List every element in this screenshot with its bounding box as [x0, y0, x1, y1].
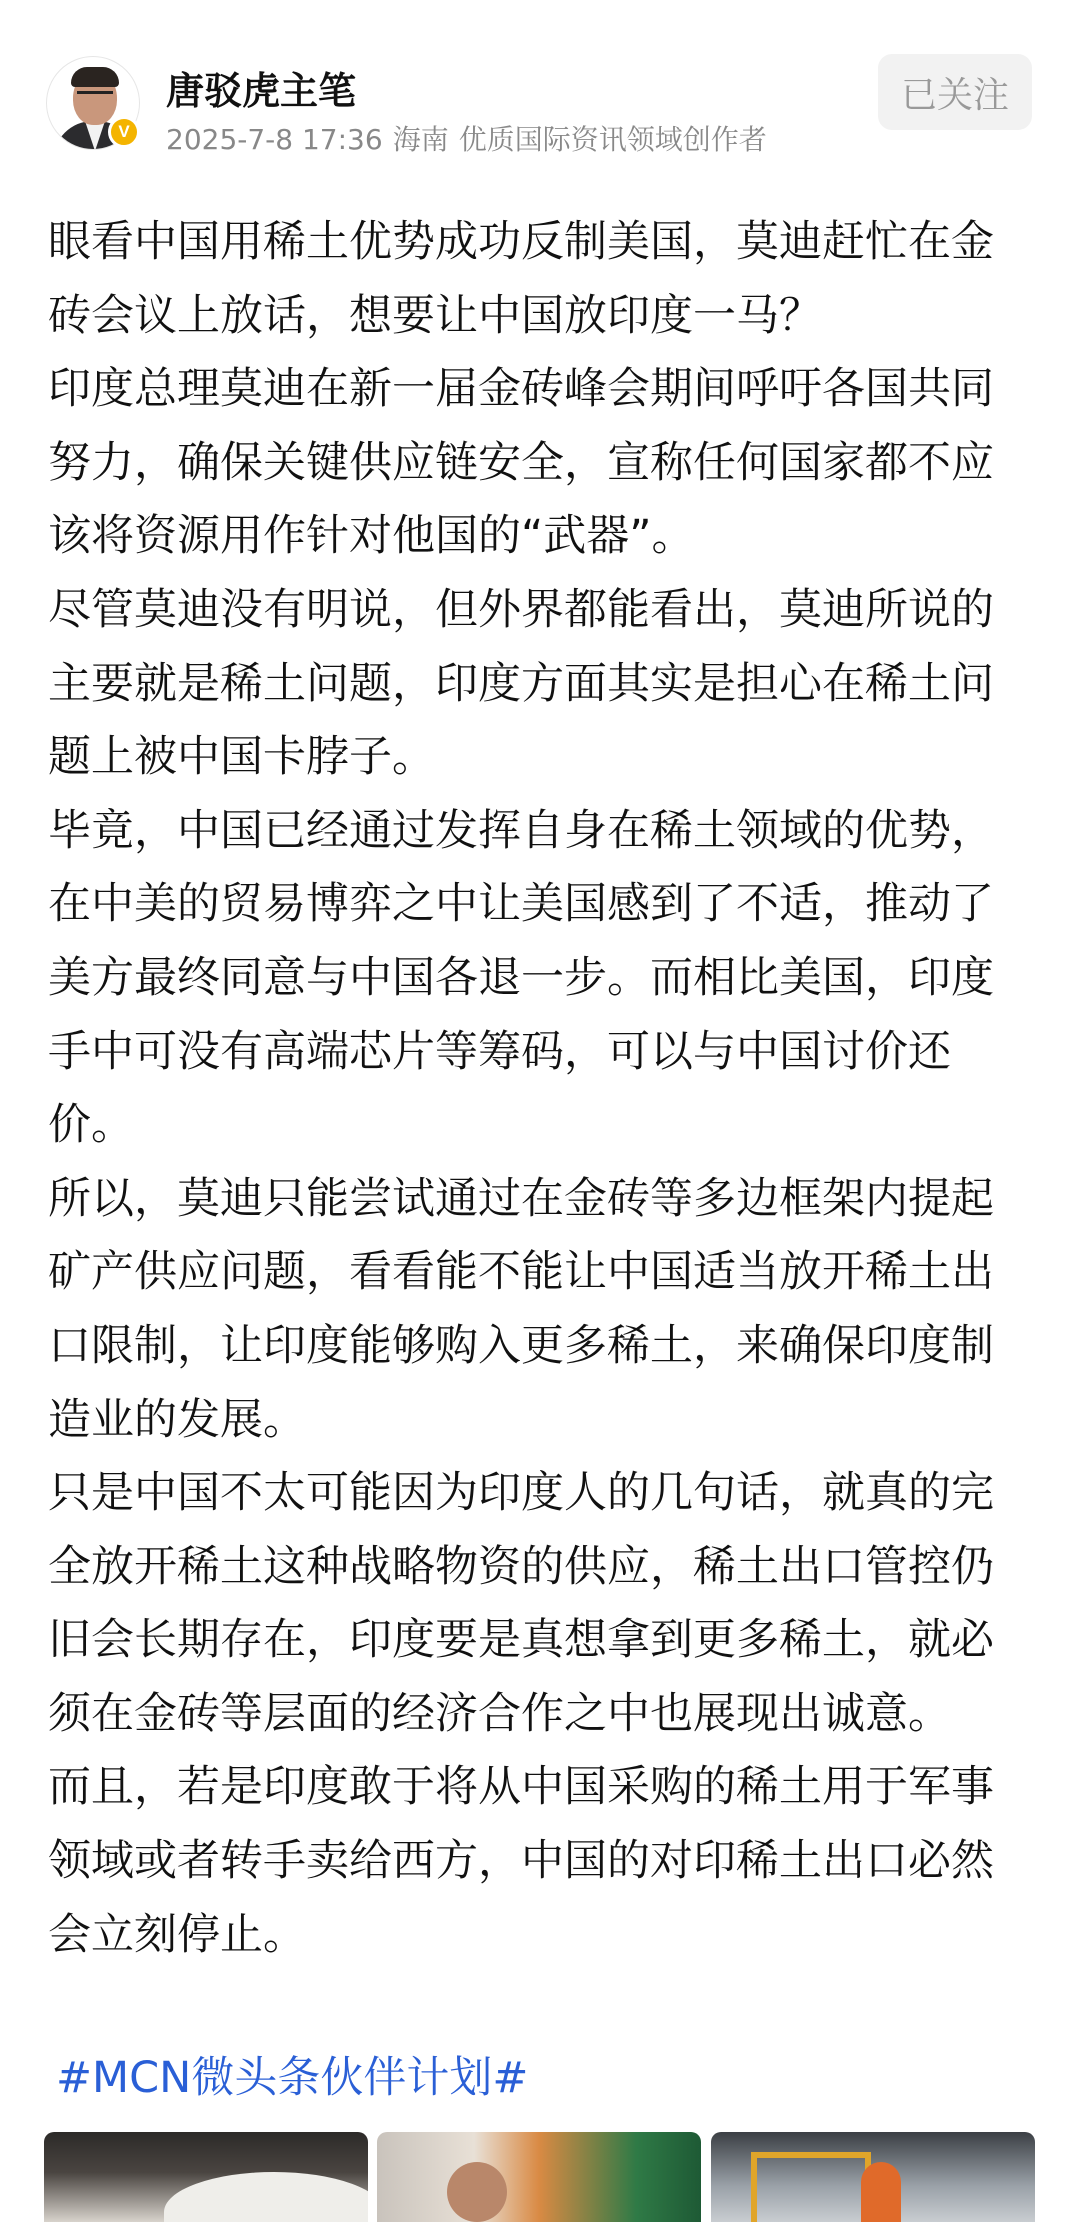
avatar-hair: [71, 67, 119, 87]
image-thumbnail[interactable]: [711, 2132, 1035, 2222]
paragraph-4: 毕竟，中国已经通过发挥自身在稀土领域的优势，在中美的贸易博弈之中让美国感到了不适，推动了美方最终同意与中国各退一步。而相比美国，印度手中可没有高端芯片等筹码，可以与中国讨价还价。: [48, 805, 994, 1151]
author-name[interactable]: 唐驳虎主笔: [166, 69, 357, 113]
post-body: [48, 206, 1034, 1972]
thumbnail-detail: [447, 2162, 507, 2222]
post-meta: [166, 118, 777, 158]
post-timestamp: 2025-7-8 17:36: [166, 123, 383, 156]
post-header: [0, 0, 1080, 180]
author-title: 优质国际资讯领域创作者: [458, 123, 767, 156]
paragraph-3: 尽管莫迪没有明说，但外界都能看出，莫迪所说的主要就是稀土问题，印度方面其实是担心在稀土问题上被中国卡脖子。: [48, 584, 994, 783]
paragraph-6: 只是中国不太可能因为印度人的几句话，就真的完全放开稀土这种战略物资的供应，稀土出口管控仍旧会长期存在，印度要是真想拿到更多稀土，就必须在金砖等层面的经济合作之中也展现出诚意。: [48, 1468, 994, 1739]
paragraph-1: 眼看中国用稀土优势成功反制美国，莫迪赶忙在金砖会议上放话，想要让中国放印度一马？: [48, 217, 994, 341]
paragraph-2: 印度总理莫迪在新一届金砖峰会期间呼吁各国共同努力，确保关键供应链安全，宣称任何国家都不应该将资源用作针对他国的“武器”。: [48, 364, 994, 562]
paragraph-5: 所以，莫迪只能尝试通过在金砖等多边框架内提起矿产供应问题，看看能不能让中国适当放开稀土出口限制，让印度能够购入更多稀土，来确保印度制造业的发展。: [48, 1173, 994, 1445]
paragraph-7: 而且，若是印度敢于将从中国采购的稀土用于军事领域或者转手卖给西方，中国的对印稀土出口必然会立刻停止。: [48, 1762, 994, 1960]
avatar-glasses: [77, 91, 113, 101]
image-thumbnail[interactable]: [377, 2132, 701, 2222]
thumbnail-detail: [861, 2162, 901, 2222]
image-gallery: [44, 2132, 1036, 2222]
follow-button[interactable]: 已关注: [878, 54, 1032, 130]
post-location: 海南: [392, 123, 449, 156]
image-thumbnail[interactable]: [44, 2132, 368, 2222]
verified-badge-icon: V: [108, 116, 140, 148]
hashtag-link[interactable]: #MCN微头条伙伴计划#: [56, 2053, 529, 2103]
thumbnail-detail: [751, 2152, 871, 2222]
thumbnail-detail: [164, 2172, 368, 2222]
